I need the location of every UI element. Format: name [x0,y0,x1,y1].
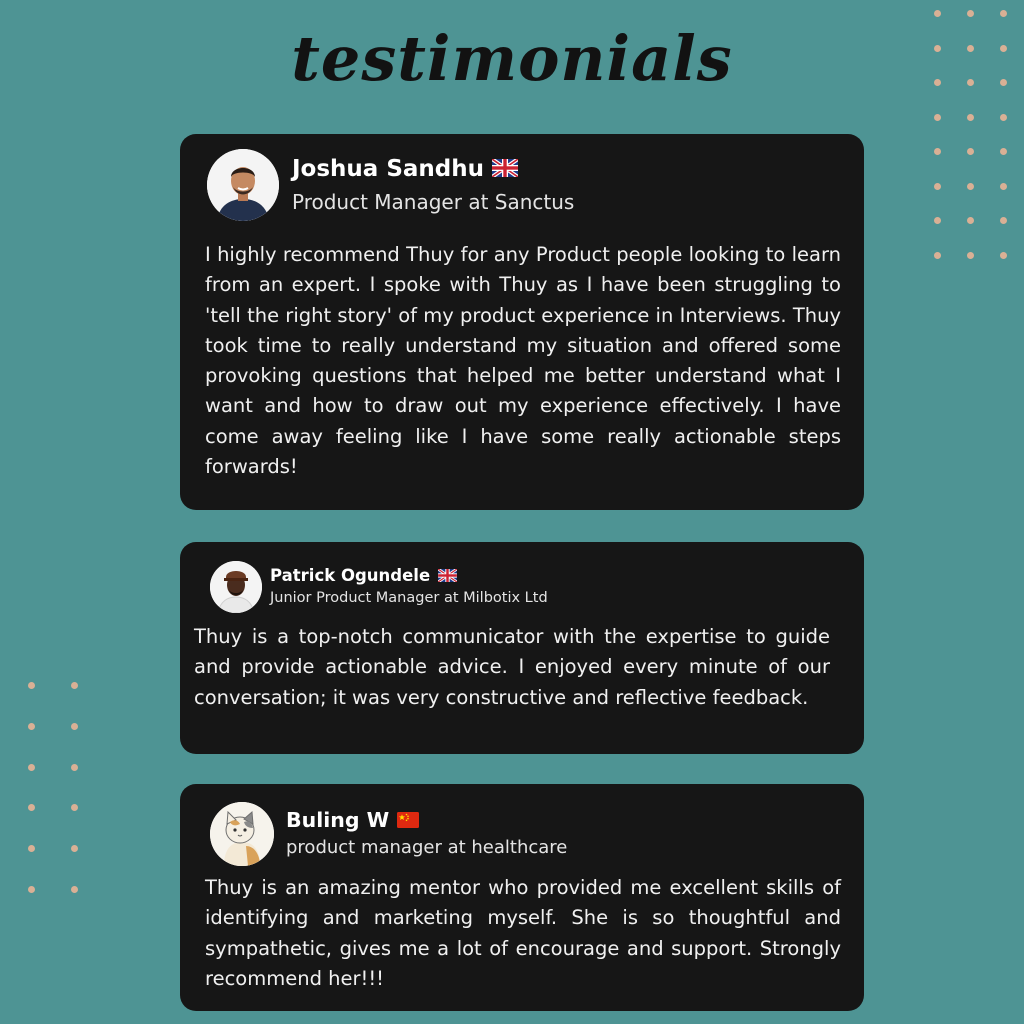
decorative-dot [28,764,35,771]
decorative-dot [967,148,974,155]
decorative-dot [1000,45,1007,52]
decorative-dot [934,114,941,121]
decorative-dot [1000,114,1007,121]
decorative-dot [1000,148,1007,155]
testimonial-name: Buling W [286,808,419,833]
uk-flag-icon [492,157,518,183]
decorative-dot [967,183,974,190]
decorative-dot [967,79,974,86]
dot-grid-bottom-left [28,682,88,897]
decorative-dot [1000,217,1007,224]
decorative-dot [1000,10,1007,17]
decorative-dot [71,886,78,893]
decorative-dot [71,723,78,730]
testimonial-name: Joshua Sandhu [292,156,518,183]
testimonial-role: Junior Product Manager at Milbotix Ltd [270,590,548,606]
dot-grid-top-right [934,10,1014,265]
uk-flag-icon [438,567,457,586]
testimonial-quote: Thuy is a top-notch communicator with the expertise to guide and provide actionable advice. I enjoyed every minute of our conversation; it was very constructive and reflective feedback. [194,625,830,709]
testimonial-card [180,784,864,1011]
decorative-dot [28,804,35,811]
testimonial-card [180,542,864,754]
testimonial-quote: Thuy is an amazing mentor who provided me excellent skills of identifying and marketing myself. She is so thoughtful and sympathetic, gives me a lot of encourage and support. Strongly recommend her!!! [205,876,841,990]
decorative-dot [28,886,35,893]
decorative-dot [934,217,941,224]
decorative-dot [1000,183,1007,190]
decorative-dot [934,10,941,17]
page-title: testimonials [291,22,733,95]
decorative-dot [934,252,941,259]
decorative-dot [71,682,78,689]
testimonial-quote: I highly recommend Thuy for any Product people looking to learn from an expert. I spoke with Thuy as I have been struggling to 'tell the right story' of my product experience in Interviews. Thuy took time to really understand my situation and offered some provoking questions that helped me better understand what I want and how to draw out my experience effectively. I have come away feeling like I have some really actionable steps forwards! [205,243,841,479]
decorative-dot [967,114,974,121]
decorative-dot [28,845,35,852]
china-flag-icon [397,809,419,833]
decorative-dot [71,845,78,852]
decorative-dot [967,45,974,52]
decorative-dot [1000,252,1007,259]
decorative-dot [28,723,35,730]
cat-avatar [210,802,274,866]
decorative-dot [1000,79,1007,86]
decorative-dot [967,252,974,259]
decorative-dot [934,148,941,155]
testimonial-role: product manager at healthcare [286,837,568,858]
decorative-dot [967,217,974,224]
testimonial-card [180,134,864,510]
joshua-avatar [207,149,279,221]
testimonial-name: Patrick Ogundele [270,566,457,586]
testimonial-role: Product Manager at Sanctus [292,190,575,214]
decorative-dot [967,10,974,17]
decorative-dot [71,764,78,771]
decorative-dot [28,682,35,689]
decorative-dot [71,804,78,811]
patrick-avatar [210,561,262,613]
decorative-dot [934,45,941,52]
decorative-dot [934,183,941,190]
decorative-dot [934,79,941,86]
